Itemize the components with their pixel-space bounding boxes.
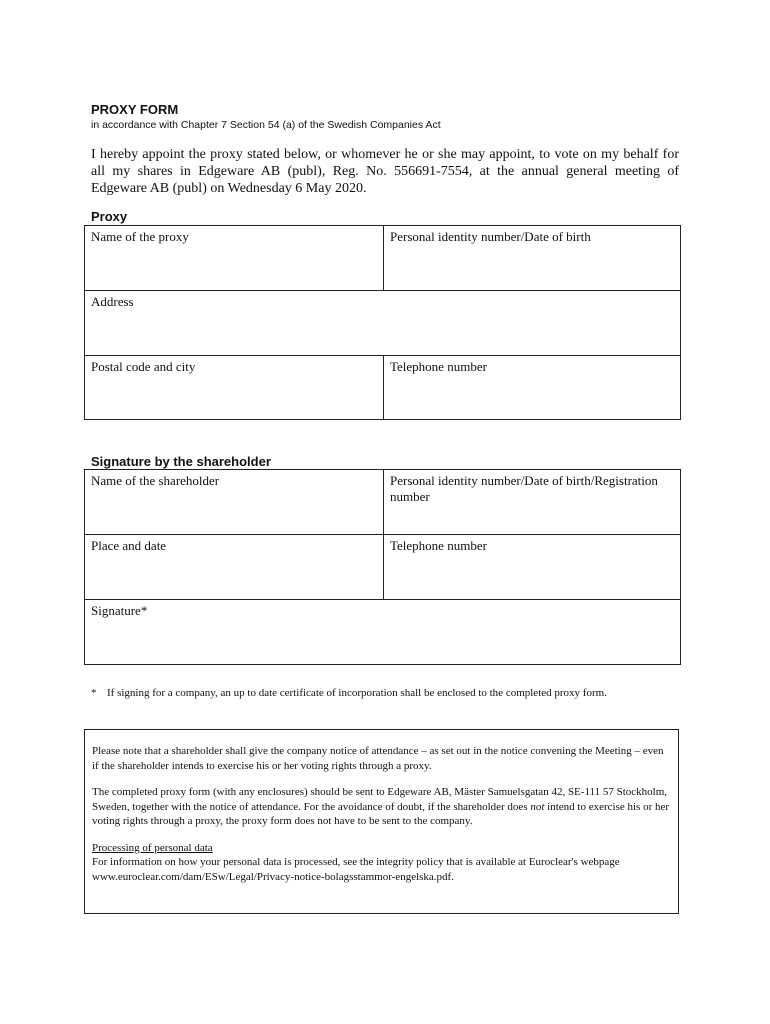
notice-submission-b: intend to exercise his or her voting rights through a proxy, the proxy form does not have to be sent to the company. bbox=[92, 800, 670, 827]
notice-submission-a: The completed proxy form (with any enclosures) should be sent to Edgeware AB, Mäster Samuelsgatan 42, SE-111 57 Stockholm, Sweden, together with the notice of attendance. For the avoidance of doubt, if the shareholder does bbox=[92, 786, 668, 813]
processing-text: For information on how your personal data is processed, see the integrity policy that is available at Euroclear's webpage www.euroclear.com/dam/ESw/Legal/Privacy-notice-bolagsstammor-engelska.pdf. bbox=[92, 856, 620, 883]
notice-submission-emphasis: not bbox=[530, 800, 545, 813]
shareholder-place-label: Place and date bbox=[91, 538, 167, 553]
proxy-postal-label: Postal code and city bbox=[91, 359, 196, 374]
proxy-heading: Proxy bbox=[91, 209, 128, 224]
form-subtitle: in accordance with Chapter 7 Section 54 (a) of the Swedish Companies Act bbox=[91, 119, 441, 131]
shareholder-id-field[interactable] bbox=[384, 470, 681, 535]
proxy-name-label: Name of the proxy bbox=[91, 229, 189, 244]
shareholder-phone-label: Telephone number bbox=[390, 538, 487, 553]
proxy-postal-field[interactable] bbox=[85, 356, 384, 420]
proxy-id-label: Personal identity number/Date of birth bbox=[390, 229, 591, 244]
proxy-address-field[interactable] bbox=[85, 291, 681, 356]
proxy-id-field[interactable] bbox=[384, 226, 681, 291]
shareholder-signature-field[interactable] bbox=[85, 600, 681, 665]
shareholder-name-field[interactable] bbox=[85, 470, 384, 535]
shareholder-heading: Signature by the shareholder bbox=[91, 454, 271, 469]
footnote-marker: * bbox=[91, 687, 97, 699]
intro-paragraph: I hereby appoint the proxy stated below, or whomever he or she may appoint, to vote on my behalf for all my shares in Edgeware AB (publ), Reg. No. 556691-7554, at the annual general meeting of Edgeware AB (publ) on Wednesday 6 May 2020. bbox=[91, 147, 679, 196]
proxy-table bbox=[84, 225, 681, 420]
notice-box bbox=[84, 729, 679, 914]
notice-submission bbox=[92, 785, 670, 829]
proxy-address-label: Address bbox=[91, 294, 134, 309]
shareholder-phone-field[interactable] bbox=[384, 535, 681, 600]
shareholder-place-field[interactable] bbox=[85, 535, 384, 600]
footnote bbox=[91, 686, 681, 701]
shareholder-name-label: Name of the shareholder bbox=[91, 473, 220, 488]
footnote-text: If signing for a company, an up to date certificate of incorporation shall be enclosed to the completed proxy form. bbox=[107, 687, 607, 699]
processing-heading: Processing of personal data bbox=[92, 841, 213, 854]
notice-attendance: Please note that a shareholder shall give the company notice of attendance – as set out in the notice convening the Meeting – even if the shareholder intends to exercise his or her voting rights through a proxy. bbox=[92, 745, 664, 772]
shareholder-id-label: Personal identity number/Date of birth/Registration number bbox=[390, 473, 658, 504]
proxy-phone-field[interactable] bbox=[384, 356, 681, 420]
shareholder-signature-label: Signature* bbox=[91, 603, 148, 618]
proxy-phone-label: Telephone number bbox=[390, 359, 487, 374]
proxy-name-field[interactable] bbox=[85, 226, 384, 291]
shareholder-table bbox=[84, 469, 681, 665]
form-title: PROXY FORM bbox=[91, 102, 179, 117]
